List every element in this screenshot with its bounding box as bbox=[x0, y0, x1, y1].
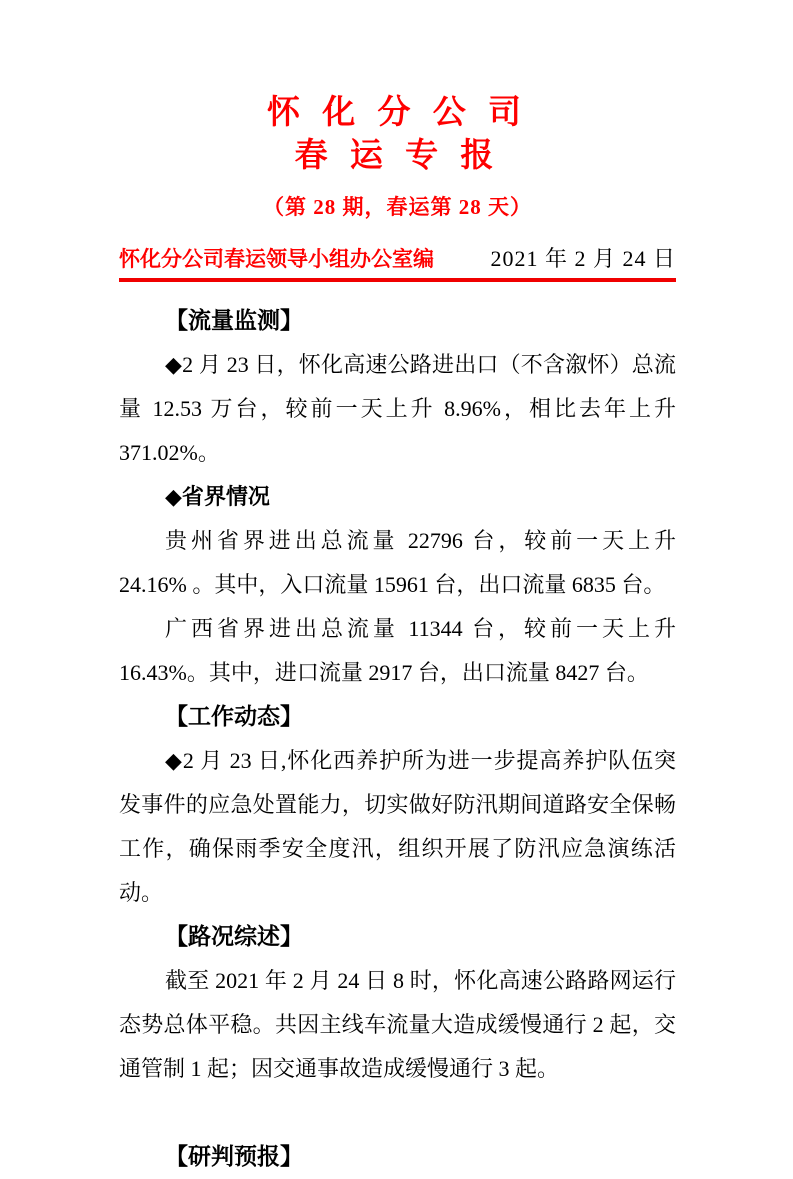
section-work-updates bbox=[119, 695, 676, 915]
section-traffic-monitoring bbox=[119, 299, 676, 695]
section-heading-traffic-monitoring: 【流量监测】 bbox=[165, 307, 303, 333]
subsection-heading-province-border: ◆省界情况 bbox=[165, 483, 270, 509]
paragraph-guizhou-border: 贵州省界进出总流量 22796 台，较前一天上升 24.16% 。其中，入口流量 15961 台，出口流量 6835 台。 bbox=[119, 527, 676, 597]
section-heading-forecast: 【研判预报】 bbox=[165, 1143, 303, 1169]
document-body bbox=[119, 299, 676, 1179]
paragraph-guangxi-border: 广西省界进出总流量 11344 台，较前一天上升 16.43%。其中，进口流量 2917 台，出口流量 8427 台。 bbox=[119, 615, 676, 685]
issue-info: （第 28 期，春运第 28 天） bbox=[263, 194, 532, 219]
publisher-row bbox=[119, 242, 676, 282]
section-forecast bbox=[119, 1135, 676, 1179]
publication-date: 2021 年 2 月 24 日 bbox=[490, 245, 676, 271]
section-heading-road-conditions: 【路况综述】 bbox=[165, 923, 303, 949]
paragraph-total-flow: ◆2 月 23 日，怀化高速公路进出口（不含溆怀）总流量 12.53 万台，较前一天上升 8.96%，相比去年上升 371.02%。 bbox=[119, 351, 676, 465]
paragraph-maintenance-drill: ◆2 月 23 日,怀化西养护所为进一步提高养护队伍突发事件的应急处置能力，切实做好防汛期间道路安全保畅工作，确保雨季安全度汛，组织开展了防汛应急演练活动。 bbox=[119, 747, 676, 905]
section-heading-work-updates: 【工作动态】 bbox=[165, 703, 303, 729]
paragraph-network-status: 截至 2021 年 2 月 24 日 8 时，怀化高速公路路网运行态势总体平稳。共因主线车流量大造成缓慢通行 2 起，交通管制 1 起；因交通事故造成缓慢通行 3 起。 bbox=[119, 967, 676, 1081]
section-road-conditions bbox=[119, 915, 676, 1091]
publisher-name: 怀化分公司春运领导小组办公室编 bbox=[119, 246, 434, 271]
document-title-line1: 怀 化 分 公 司 bbox=[267, 95, 528, 131]
document-title-line2: 春 运 专 报 bbox=[294, 137, 501, 174]
